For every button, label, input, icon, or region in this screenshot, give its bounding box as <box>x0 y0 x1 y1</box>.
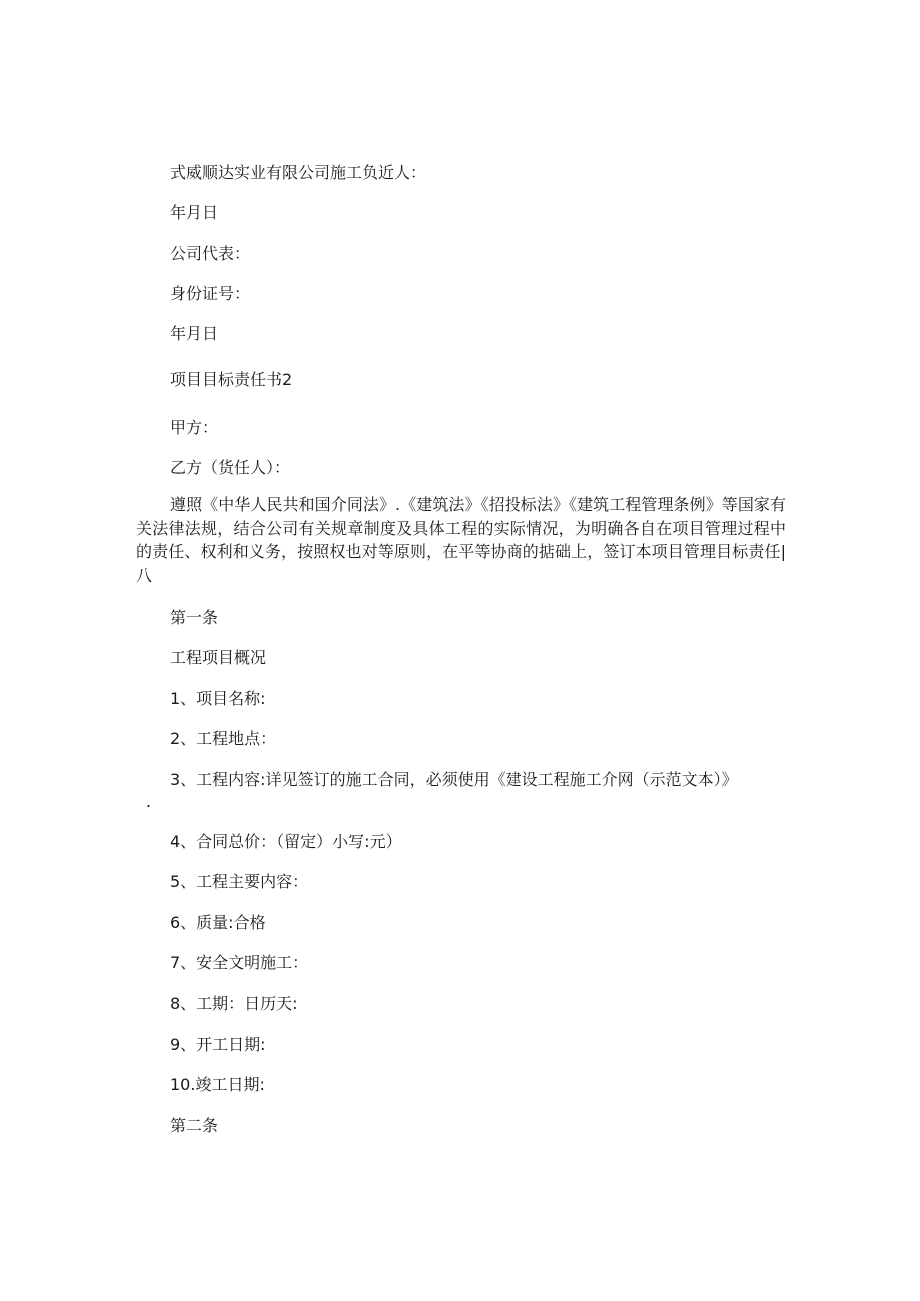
list-item: 10.竣工日期: <box>170 1075 265 1094</box>
company-representative-line: 公司代表： <box>170 244 251 263</box>
trailing-period: . <box>146 792 152 811</box>
list-item: 7、安全文明施工： <box>170 953 309 972</box>
id-number-line: 身份证号： <box>170 284 251 303</box>
company-contractor-line: 式威顺达实业有限公司施工负近人： <box>170 163 427 182</box>
list-item: 6、质量:合格 <box>170 913 266 932</box>
document-title: 项目目标责任书2 <box>170 370 293 389</box>
date-line: 年月日 <box>170 324 219 343</box>
list-item: 8、工期：日历天: <box>170 994 298 1013</box>
article-heading: 第一条 <box>170 608 219 627</box>
list-item: 5、工程主要内容： <box>170 872 309 891</box>
list-item: 9、开工日期: <box>170 1035 266 1054</box>
list-item: 2、工程地点： <box>170 729 277 748</box>
list-item: 1、项目名称: <box>170 689 266 708</box>
section-heading: 工程项目概况 <box>170 648 267 667</box>
date-line: 年月日 <box>170 203 219 222</box>
preamble-paragraph: 遵照《中华人民共和国介同法》.《建筑法》《招投标法》《建筑工程管理条例》等国家有关法律法规，结合公司有关规章制度及具体工程的实际情况，为明确各自在项目管理过程中的责任、权利和义务，按照权也对等原则，在平等协商的掂础上，签订本项目管理目标责任|八 <box>136 495 786 585</box>
article-heading: 第二条 <box>170 1116 219 1135</box>
list-item: 4、合同总价：（留定）小写:元） <box>170 832 402 851</box>
list-item: 3、工程内容:详见签订的施工合同，必须使用《建设工程施工介网（示范文本）》 <box>170 770 738 789</box>
party-a-line: 甲方： <box>170 418 219 437</box>
party-b-line: 乙方（货任人）： <box>170 458 291 477</box>
